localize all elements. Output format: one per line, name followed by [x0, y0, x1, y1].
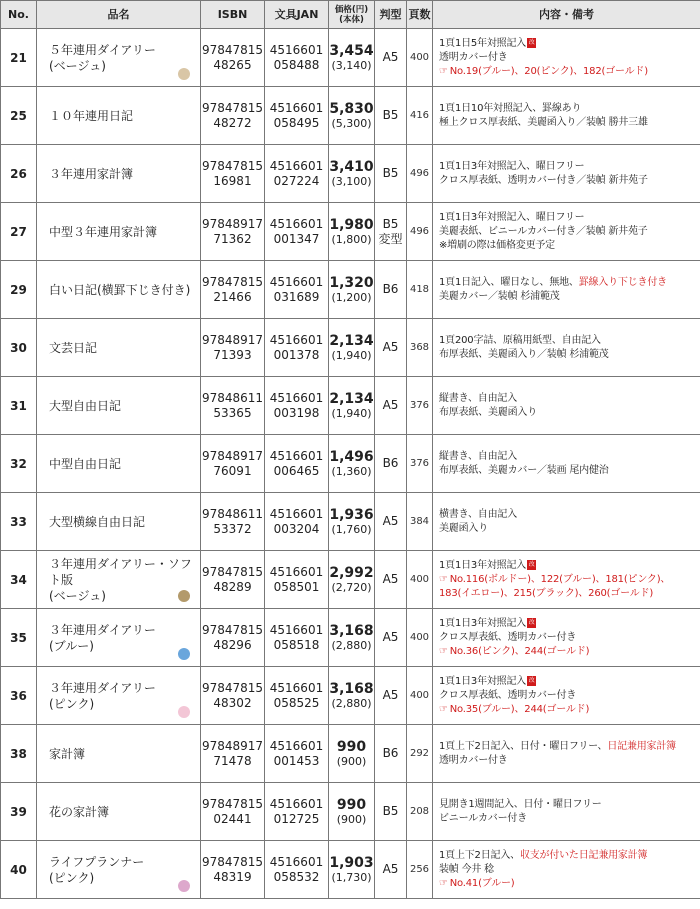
- price-base-value: (2,720): [331, 580, 372, 594]
- page-count: 400: [407, 609, 433, 667]
- header-name: 品名: [37, 1, 201, 29]
- notes-text: 美麗表紙、ビニールカバー付き／装幀 新井苑子: [439, 225, 648, 237]
- notes-line: [439, 239, 700, 253]
- price-base-value: (3,100): [331, 174, 372, 188]
- row-number: 36: [1, 667, 37, 725]
- isbn-value: 97847815 48302: [201, 667, 265, 725]
- isbn-value: 97847815 16981: [201, 145, 265, 203]
- table-row: [1, 435, 700, 493]
- format-size: A5: [375, 609, 407, 667]
- format-size: B5 変型: [375, 203, 407, 261]
- notes-line: [439, 450, 700, 464]
- page-count: 496: [407, 203, 433, 261]
- format-size: A5: [375, 841, 407, 899]
- notes-line: [439, 276, 700, 290]
- price-cell: [329, 783, 375, 841]
- notes-text: 縦書き、自由記入: [439, 392, 517, 404]
- notes-text: ビニールカバー付き: [439, 812, 527, 824]
- notes-text: 美麗カバー／装幀 杉浦範茂: [439, 290, 560, 302]
- notes-line: [439, 798, 700, 812]
- isbn-value: 97848611 53372: [201, 493, 265, 551]
- notes-line: [439, 37, 700, 51]
- page-count: 376: [407, 377, 433, 435]
- notes-cell: [433, 435, 700, 493]
- color-swatch-icon: [178, 68, 190, 80]
- row-number: 38: [1, 725, 37, 783]
- price-value: 2,134: [329, 332, 374, 349]
- notes-cell: [433, 87, 700, 145]
- price-base-value: (900): [336, 754, 367, 768]
- page-count: 418: [407, 261, 433, 319]
- table-row: [1, 609, 700, 667]
- notes-cell: [433, 667, 700, 725]
- page-count: 400: [407, 29, 433, 87]
- product-name: 大型自由日記: [49, 398, 122, 413]
- product-name: 中型自由日記: [49, 456, 122, 471]
- price-base-value: (1,800): [331, 232, 372, 246]
- isbn-value: 97848917 71362: [201, 203, 265, 261]
- notes-text: 1頁1日3年対照記入、曜日フリー: [439, 160, 585, 172]
- format-size: B5: [375, 87, 407, 145]
- row-number: 33: [1, 493, 37, 551]
- notes-text: 極上クロス厚表紙、美麗函入り／装幀 勝井三雄: [439, 116, 648, 128]
- row-number: 26: [1, 145, 37, 203]
- format-size: A5: [375, 319, 407, 377]
- notes-text: 1頁1日3年対照記入: [439, 675, 527, 687]
- price-cell: [329, 261, 375, 319]
- product-name-cell: [37, 319, 201, 377]
- price-value: 990: [336, 796, 367, 813]
- notes-text: 罫線入り下じき付き: [578, 276, 667, 288]
- notes-line: [439, 689, 700, 703]
- isbn-value: 97848917 71478: [201, 725, 265, 783]
- product-name: 家計簿: [49, 746, 86, 761]
- format-size: B6: [375, 435, 407, 493]
- notes-cell: [433, 551, 700, 609]
- jan-value: 4516601 058532: [265, 841, 329, 899]
- notes-cell: [433, 29, 700, 87]
- price-value: 3,168: [329, 680, 374, 697]
- product-name-cell: [37, 609, 201, 667]
- notes-line: [439, 51, 700, 65]
- notes-line: [439, 65, 700, 79]
- new-badge-icon: 改: [528, 560, 535, 568]
- notes-line: [439, 406, 700, 420]
- isbn-value: 97847815 48319: [201, 841, 265, 899]
- pointing-hand-icon: ☞: [439, 573, 448, 585]
- product-name: ライフプランナー (ピンク): [49, 854, 145, 885]
- price-value: 2,992: [329, 564, 374, 581]
- notes-line: [439, 617, 700, 631]
- notes-text: 布厚表紙、美麗函入り／装幀 杉浦範茂: [439, 348, 609, 360]
- table-row: [1, 319, 700, 377]
- notes-line: [439, 645, 700, 659]
- product-name: 文芸日記: [49, 340, 98, 355]
- format-size: B6: [375, 261, 407, 319]
- isbn-value: 97848917 76091: [201, 435, 265, 493]
- product-name-cell: [37, 435, 201, 493]
- product-name-cell: [37, 783, 201, 841]
- page-count: 376: [407, 435, 433, 493]
- notes-cell: [433, 203, 700, 261]
- notes-cell: [433, 319, 700, 377]
- price-base-value: (1,730): [331, 870, 372, 884]
- color-swatch-icon: [178, 590, 190, 602]
- isbn-value: 97848611 53365: [201, 377, 265, 435]
- page-count: 368: [407, 319, 433, 377]
- product-name-cell: [37, 87, 201, 145]
- row-number: 40: [1, 841, 37, 899]
- jan-value: 4516601 031689: [265, 261, 329, 319]
- isbn-value: 97847815 48265: [201, 29, 265, 87]
- notes-line: [439, 675, 700, 689]
- price-cell: [329, 319, 375, 377]
- jan-value: 4516601 001347: [265, 203, 329, 261]
- product-name-cell: [37, 377, 201, 435]
- isbn-value: 97847815 02441: [201, 783, 265, 841]
- notes-line: [439, 587, 700, 601]
- notes-text: No.36(ピンク)、244(ゴールド): [449, 645, 590, 657]
- table-row: [1, 493, 700, 551]
- table-row: [1, 377, 700, 435]
- page-count: 256: [407, 841, 433, 899]
- isbn-value: 97847815 21466: [201, 261, 265, 319]
- product-name: ３年連用ダイアリー (ブルー): [49, 622, 156, 653]
- jan-value: 4516601 058488: [265, 29, 329, 87]
- jan-value: 4516601 058525: [265, 667, 329, 725]
- notes-cell: [433, 841, 700, 899]
- notes-text: 収支が付いた日記兼用家計簿: [519, 849, 648, 861]
- product-name-cell: [37, 841, 201, 899]
- price-value: 990: [336, 738, 367, 755]
- notes-line: [439, 573, 700, 587]
- product-name: ５年連用ダイアリー (ベージュ): [49, 42, 156, 73]
- format-size: B5: [375, 145, 407, 203]
- price-value: 2,134: [329, 390, 374, 407]
- notes-cell: [433, 783, 700, 841]
- format-size: B6: [375, 725, 407, 783]
- table-row: [1, 261, 700, 319]
- row-number: 25: [1, 87, 37, 145]
- table-row: [1, 725, 700, 783]
- row-number: 31: [1, 377, 37, 435]
- header-jan: 文具JAN: [265, 1, 329, 29]
- page-count: 384: [407, 493, 433, 551]
- row-number: 30: [1, 319, 37, 377]
- notes-line: [439, 631, 700, 645]
- notes-text: No.116(ボルドー)、122(ブルー)、181(ピンク)、: [449, 573, 671, 585]
- product-name: ３年連用家計簿: [49, 166, 134, 181]
- notes-text: No.41(ブルー): [449, 877, 515, 889]
- product-name-cell: [37, 493, 201, 551]
- notes-line: [439, 225, 700, 239]
- format-size: A5: [375, 667, 407, 725]
- header-notes: 内容・備考: [433, 1, 700, 29]
- page-count: 416: [407, 87, 433, 145]
- notes-text: 1頁1日3年対照記入、曜日フリー: [439, 211, 585, 223]
- header-no: No.: [1, 1, 37, 29]
- isbn-value: 97847815 48296: [201, 609, 265, 667]
- jan-value: 4516601 006465: [265, 435, 329, 493]
- jan-value: 4516601 003204: [265, 493, 329, 551]
- format-size: A5: [375, 377, 407, 435]
- notes-text: 見開き1週間記入、日付・曜日フリー: [439, 798, 602, 810]
- page-count: 400: [407, 667, 433, 725]
- jan-value: 4516601 003198: [265, 377, 329, 435]
- row-number: 34: [1, 551, 37, 609]
- price-cell: [329, 609, 375, 667]
- table-row: [1, 841, 700, 899]
- notes-cell: [433, 725, 700, 783]
- product-name-cell: [37, 203, 201, 261]
- notes-line: [439, 863, 700, 877]
- product-name: ３年連用ダイアリー・ソフト版 (ベージュ): [49, 556, 192, 603]
- notes-text: 1頁上下2日記入、: [439, 849, 520, 861]
- price-cell: [329, 377, 375, 435]
- notes-line: [439, 812, 700, 826]
- table-row: [1, 29, 700, 87]
- notes-line: [439, 211, 700, 225]
- header-row: [1, 1, 700, 29]
- price-value: 3,168: [329, 622, 374, 639]
- table-row: [1, 87, 700, 145]
- page-count: 208: [407, 783, 433, 841]
- new-badge-icon: 改: [528, 618, 535, 626]
- price-value: 1,496: [329, 448, 374, 465]
- table-row: [1, 551, 700, 609]
- notes-text: 1頁1日5年対照記入: [439, 37, 527, 49]
- header-size: 判型: [375, 1, 407, 29]
- notes-cell: [433, 493, 700, 551]
- price-base-value: (900): [336, 812, 367, 826]
- pointing-hand-icon: ☞: [439, 65, 448, 77]
- price-cell: [329, 145, 375, 203]
- product-name: １０年連用日記: [49, 108, 134, 123]
- notes-line: [439, 102, 700, 116]
- table-row: [1, 667, 700, 725]
- product-name-cell: [37, 145, 201, 203]
- notes-text: 1頁上下2日記入、日付・曜日フリー、: [439, 740, 608, 752]
- price-value: 1,980: [329, 216, 374, 233]
- new-badge-icon: 改: [528, 676, 535, 684]
- notes-line: [439, 116, 700, 130]
- notes-line: [439, 174, 700, 188]
- row-number: 27: [1, 203, 37, 261]
- product-name: 白い日記(横罫下じき付き): [49, 282, 191, 297]
- jan-value: 4516601 027224: [265, 145, 329, 203]
- row-number: 35: [1, 609, 37, 667]
- pointing-hand-icon: ☞: [439, 877, 448, 889]
- page-count: 400: [407, 551, 433, 609]
- price-cell: [329, 841, 375, 899]
- format-size: A5: [375, 551, 407, 609]
- price-base-value: (3,140): [331, 58, 372, 72]
- format-size: B5: [375, 783, 407, 841]
- notes-line: [439, 392, 700, 406]
- price-base-value: (1,200): [331, 290, 372, 304]
- product-name: 花の家計簿: [49, 804, 110, 819]
- notes-cell: [433, 609, 700, 667]
- jan-value: 4516601 001453: [265, 725, 329, 783]
- notes-text: No.19(ブルー)、20(ピンク)、182(ゴールド): [449, 65, 648, 77]
- notes-text: 1頁200字詰、原稿用紙型、自由記入: [439, 334, 601, 346]
- notes-text: 透明カバー付き: [439, 754, 508, 766]
- jan-value: 4516601 058518: [265, 609, 329, 667]
- price-value: 1,903: [329, 854, 374, 871]
- notes-text: 美麗函入り: [439, 522, 488, 534]
- price-value: 5,830: [329, 100, 374, 117]
- notes-line: [439, 849, 700, 863]
- notes-text: ※増刷の際は価格変更予定: [439, 239, 555, 251]
- row-number: 21: [1, 29, 37, 87]
- notes-line: [439, 334, 700, 348]
- table-row: [1, 203, 700, 261]
- notes-line: [439, 740, 700, 754]
- price-base-value: (2,880): [331, 696, 372, 710]
- header-price-bottom: (本体): [339, 14, 364, 25]
- notes-cell: [433, 261, 700, 319]
- table-row: [1, 783, 700, 841]
- product-name: 大型横線自由日記: [49, 514, 146, 529]
- price-cell: [329, 667, 375, 725]
- notes-text: 横書き、自由記入: [439, 508, 517, 520]
- row-number: 29: [1, 261, 37, 319]
- color-swatch-icon: [178, 880, 190, 892]
- notes-line: [439, 160, 700, 174]
- isbn-value: 97847815 48272: [201, 87, 265, 145]
- notes-cell: [433, 377, 700, 435]
- isbn-value: 97847815 48289: [201, 551, 265, 609]
- isbn-value: 97848917 71393: [201, 319, 265, 377]
- price-cell: [329, 87, 375, 145]
- notes-text: クロス厚表紙、透明カバー付き／装幀 新井苑子: [439, 174, 648, 186]
- price-cell: [329, 435, 375, 493]
- color-swatch-icon: [178, 706, 190, 718]
- price-cell: [329, 725, 375, 783]
- notes-text: 縦書き、自由記入: [439, 450, 517, 462]
- notes-text: 装幀 今井 稔: [439, 863, 494, 875]
- jan-value: 4516601 058495: [265, 87, 329, 145]
- notes-text: 1頁1日3年対照記入: [439, 617, 527, 629]
- notes-text: 透明カバー付き: [439, 51, 508, 63]
- row-number: 32: [1, 435, 37, 493]
- price-cell: [329, 551, 375, 609]
- pointing-hand-icon: ☞: [439, 645, 448, 657]
- price-base-value: (1,360): [331, 464, 372, 478]
- notes-line: [439, 464, 700, 478]
- product-name-cell: [37, 667, 201, 725]
- price-value: 3,410: [329, 158, 374, 175]
- notes-line: [439, 348, 700, 362]
- notes-line: [439, 290, 700, 304]
- notes-line: [439, 754, 700, 768]
- price-base-value: (2,880): [331, 638, 372, 652]
- notes-line: [439, 508, 700, 522]
- notes-text: 1頁1日10年対照記入、罫線あり: [439, 102, 582, 114]
- table-body: [1, 29, 700, 899]
- price-base-value: (1,940): [331, 348, 372, 362]
- new-badge-icon: 改: [528, 38, 535, 46]
- price-cell: [329, 493, 375, 551]
- notes-text: 1頁1日3年対照記入: [439, 559, 527, 571]
- notes-text: No.35(ブルー)、244(ゴールド): [449, 703, 590, 715]
- notes-text: 日記兼用家計簿: [607, 740, 676, 752]
- notes-line: [439, 877, 700, 891]
- notes-line: [439, 522, 700, 536]
- price-base-value: (1,760): [331, 522, 372, 536]
- price-value: 1,320: [329, 274, 374, 291]
- color-swatch-icon: [178, 648, 190, 660]
- format-size: A5: [375, 493, 407, 551]
- notes-text: クロス厚表紙、透明カバー付き: [439, 631, 577, 643]
- notes-line: [439, 703, 700, 717]
- header-pages: 頁数: [407, 1, 433, 29]
- pointing-hand-icon: ☞: [439, 703, 448, 715]
- notes-text: 布厚表紙、美麗函入り: [439, 406, 537, 418]
- product-name: ３年連用ダイアリー (ピンク): [49, 680, 156, 711]
- notes-text: 布厚表紙、美麗カバー／装画 尾内健治: [439, 464, 609, 476]
- price-base-value: (1,940): [331, 406, 372, 420]
- notes-text: クロス厚表紙、透明カバー付き: [439, 689, 577, 701]
- notes-line: [439, 559, 700, 573]
- jan-value: 4516601 001378: [265, 319, 329, 377]
- product-name-cell: [37, 261, 201, 319]
- product-name: 中型３年連用家計簿: [49, 224, 158, 239]
- price-base-value: (5,300): [331, 116, 372, 130]
- notes-cell: [433, 145, 700, 203]
- page-count: 496: [407, 145, 433, 203]
- product-name-cell: [37, 29, 201, 87]
- header-isbn: ISBN: [201, 1, 265, 29]
- page-count: 292: [407, 725, 433, 783]
- notes-text: 183(イエロー)、215(ブラック)、260(ゴールド): [439, 587, 654, 599]
- header-price: [329, 1, 375, 29]
- price-cell: [329, 29, 375, 87]
- price-cell: [329, 203, 375, 261]
- row-number: 39: [1, 783, 37, 841]
- header-price-top: 価格(円): [334, 4, 369, 15]
- jan-value: 4516601 058501: [265, 551, 329, 609]
- price-value: 1,936: [329, 506, 374, 523]
- notes-text: 1頁1日記入、曜日なし、無地、: [439, 276, 579, 288]
- product-name-cell: [37, 551, 201, 609]
- jan-value: 4516601 012725: [265, 783, 329, 841]
- price-value: 3,454: [329, 42, 374, 59]
- table-row: [1, 145, 700, 203]
- format-size: A5: [375, 29, 407, 87]
- product-name-cell: [37, 725, 201, 783]
